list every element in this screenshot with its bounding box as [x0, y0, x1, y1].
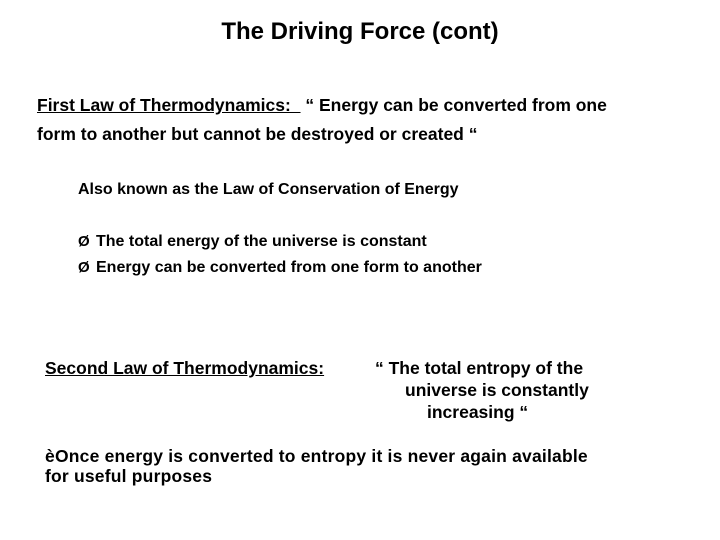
first-law-line-1 [37, 95, 607, 116]
first-law-quote-line-1: “ Energy can be converted from one [300, 95, 607, 115]
conclusion-text-1: Once energy is converted to entropy it is never again available [54, 446, 588, 466]
bullet-item [78, 259, 482, 277]
bullet-item [78, 233, 427, 251]
conservation-note: Also known as the Law of Conservation of Energy [78, 181, 459, 198]
arrow-bullet-icon: Ø [78, 259, 90, 276]
slide-title: The Driving Force (cont) [221, 18, 499, 45]
conclusion-arrow-icon: è [45, 446, 55, 466]
arrow-bullet-icon: Ø [78, 233, 90, 250]
conclusion-line-1 [45, 446, 588, 467]
bullet-text: Energy can be converted from one form to another [96, 259, 482, 276]
second-law-quote-line-3: increasing “ [427, 402, 529, 422]
second-law-quote-line-2: universe is constantly [405, 380, 589, 400]
second-law-label: Second Law of Thermodynamics: [45, 358, 325, 378]
second-law-quote-line-1: “ The total entropy of the [375, 358, 584, 378]
first-law-label: First Law of Thermodynamics: [37, 95, 301, 115]
bullet-text: The total energy of the universe is constant [96, 233, 427, 250]
conclusion-line-2: for useful purposes [45, 466, 213, 486]
first-law-quote-line-2: form to another but cannot be destroyed or created “ [37, 124, 478, 144]
